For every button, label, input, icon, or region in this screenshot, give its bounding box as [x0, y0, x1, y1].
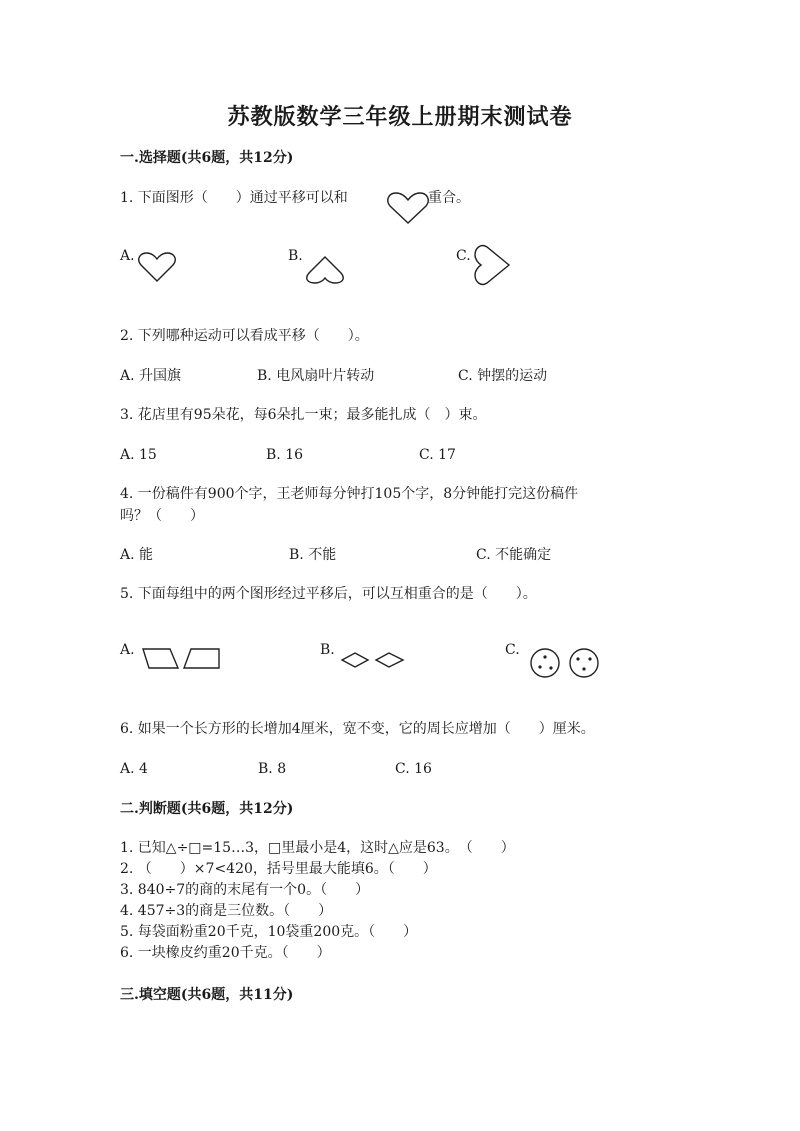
heart-sideways-icon	[472, 244, 512, 286]
q6-option-c: C. 16	[395, 761, 432, 777]
q2-option-a: A. 升国旗	[120, 368, 182, 384]
question-1-text-before: 1. 下面图形（ ）通过平移可以和	[120, 190, 348, 206]
judgement-item-4: 4. 457÷3的商是三位数。（ ）	[120, 903, 333, 919]
question-2-text: 2. 下列哪种运动可以看成平移（ ）。	[120, 328, 369, 344]
q2-option-b: B. 电风扇叶片转动	[257, 368, 375, 384]
question-4-text-line1: 4. 一份稿件有900个字，王老师每分钟打105个字，8分钟能打完这份稿件	[120, 486, 579, 502]
heart-upside-down-icon	[305, 254, 345, 284]
rhombus-pair-icon	[340, 650, 406, 670]
q5-option-c-label: C.	[505, 642, 520, 658]
question-3-text: 3. 花店里有95朵花，每6朵扎一束；最多能扎成（ ）束。	[120, 407, 487, 423]
question-4-text-line2: 吗？（ ）	[120, 508, 204, 524]
q2-option-c: C. 钟摆的运动	[458, 368, 548, 384]
question-1-text-after: 重合。	[428, 190, 470, 206]
q6-option-a: A. 4	[120, 761, 148, 777]
q3-option-a: A. 15	[120, 447, 157, 463]
q1-option-a-label: A.	[120, 248, 135, 264]
section-header-fill-in: 三.填空题(共6题，共11分)	[120, 987, 294, 1003]
question-5-text: 5. 下面每组中的两个图形经过平移后，可以互相重合的是（ ）。	[120, 586, 537, 602]
judgement-item-5: 5. 每袋面粉重20千克，10袋重200克。（ ）	[120, 924, 418, 940]
reference-heart-icon	[386, 190, 430, 226]
q5-option-a-label: A.	[120, 642, 135, 658]
q1-option-b-label: B.	[288, 248, 303, 264]
heart-upright-icon	[137, 250, 177, 284]
judgement-item-2: 2. （ ）×7<420，括号里最大能填6。（ ）	[120, 861, 437, 877]
parallelogram-pair-icon	[140, 646, 224, 672]
q4-option-c: C. 不能确定	[476, 547, 552, 563]
dotted-circle-pair-icon	[528, 648, 604, 678]
q4-option-b: B. 不能	[289, 547, 337, 563]
page-title: 苏教版数学三年级上册期末测试卷	[227, 104, 573, 130]
q5-option-b-label: B.	[320, 642, 335, 658]
judgement-item-6: 6. 一块橡皮约重20千克。（ ）	[120, 945, 331, 961]
section-header-choice: 一.选择题(共6题，共12分)	[120, 150, 294, 166]
q4-option-a: A. 能	[120, 547, 154, 563]
q3-option-b: B. 16	[266, 447, 304, 463]
q3-option-c: C. 17	[419, 447, 456, 463]
judgement-item-1: 1. 已知△÷□=15…3，□里最小是4，这时△应是63。 （ ）	[120, 840, 515, 856]
question-6-text: 6. 如果一个长方形的长增加4厘米，宽不变，它的周长应增加（ ）厘米。	[120, 721, 595, 737]
q6-option-b: B. 8	[258, 761, 287, 777]
section-header-judgement: 二.判断题(共6题，共12分)	[120, 801, 294, 817]
q1-option-c-label: C.	[456, 248, 471, 264]
judgement-item-3: 3. 840÷7的商的末尾有一个0。（ ）	[120, 882, 370, 898]
